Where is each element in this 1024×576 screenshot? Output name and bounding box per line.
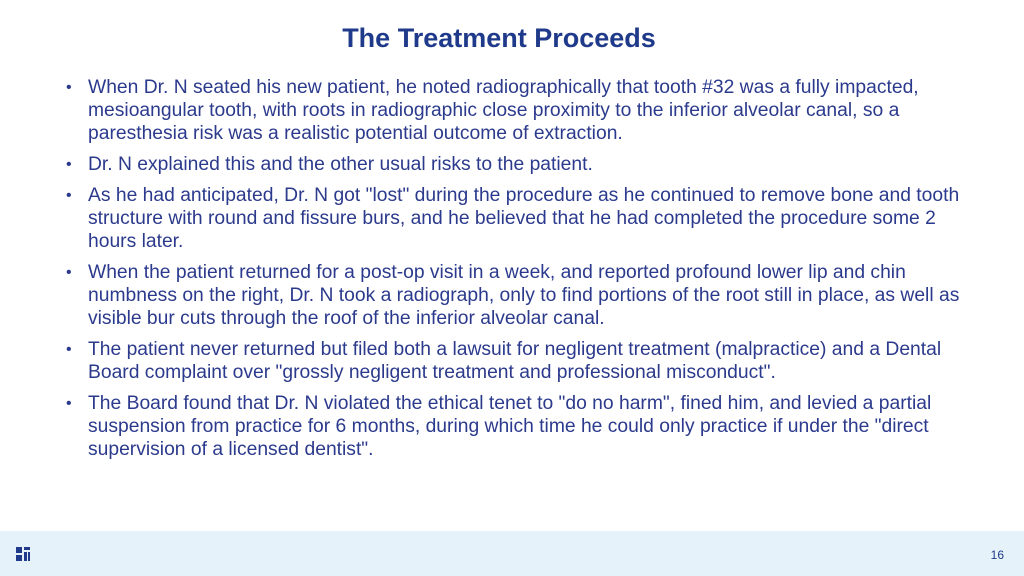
bullet-item <box>66 184 966 253</box>
footer-bar <box>0 531 1024 576</box>
bullet-text: The Board found that Dr. N violated the ethical tenet to "do no harm", fined him, and levied a partial suspension from practice for 6 months, during which time he could only practice if under the "direct supervision of a licensed dentist". <box>88 393 932 460</box>
bullet-item <box>66 153 966 176</box>
bullet-dot: • <box>66 187 72 204</box>
bullet-text: When the patient returned for a post-op visit in a week, and reported profound lower lip and chin numbness on the right, Dr. N took a radiograph, only to find portions of the root still in place, as well as visible bur cuts through the roof of the inferior alveolar canal. <box>88 262 960 329</box>
page-number: 16 <box>990 548 1004 562</box>
bullet-text: As he had anticipated, Dr. N got "lost" during the procedure as he continued to remove bone and tooth structure with round and fissure burs, and he believed that he had completed the procedure some 2 hours later. <box>88 185 960 252</box>
bullet-dot: • <box>66 395 72 412</box>
bullet-item <box>66 338 966 384</box>
bullet-dot: • <box>66 341 72 358</box>
bullet-item <box>66 76 966 145</box>
slide-title: The Treatment Proceeds <box>342 23 656 53</box>
bullet-text: Dr. N explained this and the other usual risks to the patient. <box>88 154 593 175</box>
bullet-list <box>66 76 966 469</box>
bullet-dot: • <box>66 156 72 173</box>
bullet-dot: • <box>66 264 72 281</box>
bullet-text: The patient never returned but filed both a lawsuit for negligent treatment (malpractice) and a Dental Board complaint over "grossly negligent treatment and professional misconduct". <box>88 339 942 383</box>
bullet-item <box>66 392 966 461</box>
brand-logo-icon <box>16 547 30 561</box>
bullet-text: When Dr. N seated his new patient, he noted radiographically that tooth #32 was a fully impacted, mesioangular tooth, with roots in radiographic close proximity to the inferior alveolar canal, so a paresthesia risk was a realistic potential outcome of extraction. <box>88 77 919 144</box>
bullet-dot: • <box>66 79 72 96</box>
bullet-item <box>66 261 966 330</box>
